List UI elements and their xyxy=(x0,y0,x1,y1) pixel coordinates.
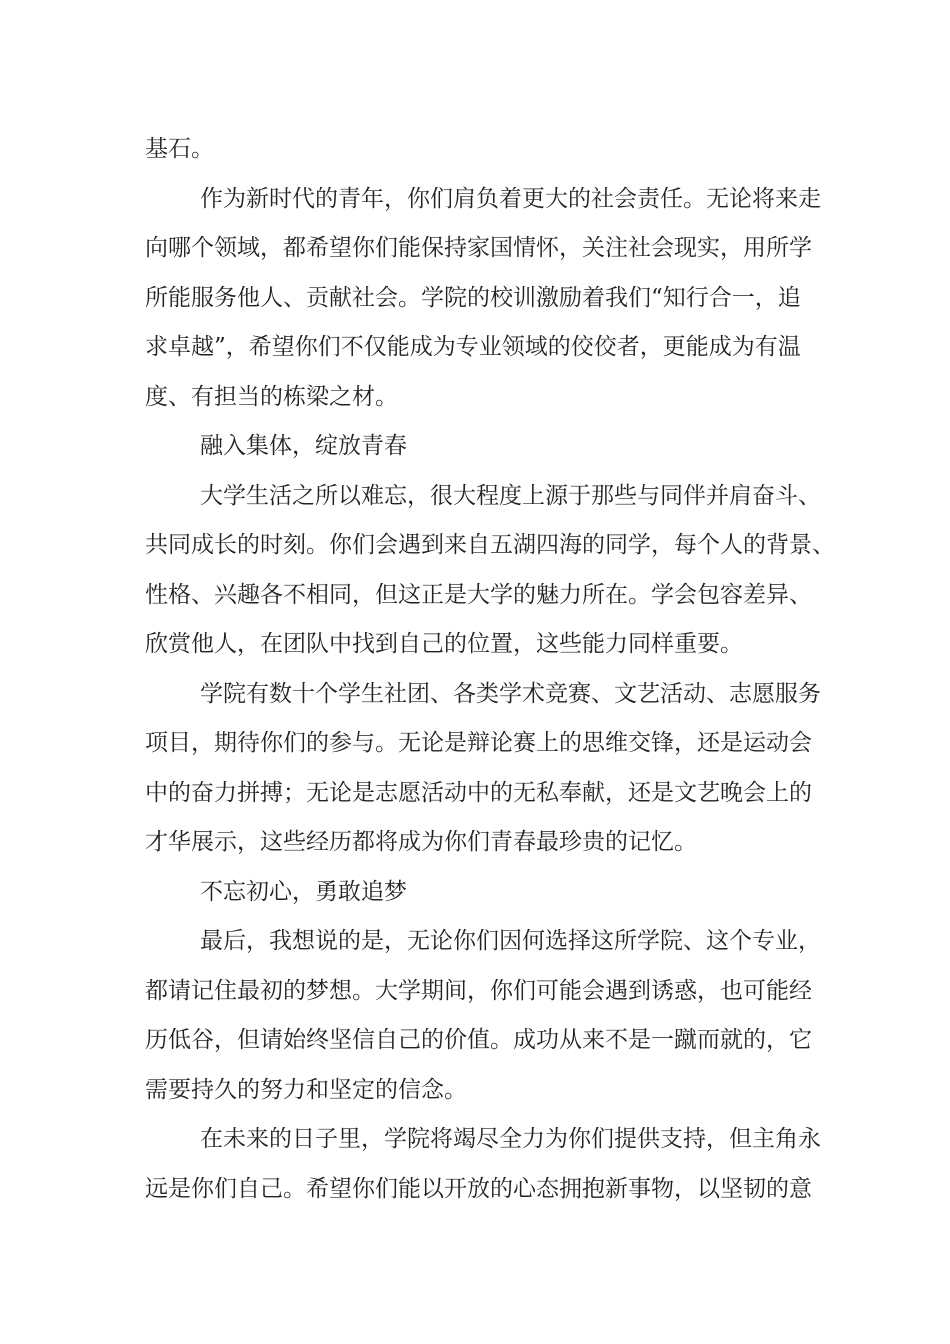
text-line: 求卓越”，希望你们不仅能成为专业领域的佼佼者，更能成为有温 xyxy=(145,334,801,360)
text-line: 最后，我想说的是，无论你们因何选择这所学院、这个专业， xyxy=(200,928,821,954)
text-line: 在未来的日子里，学院将竭尽全力为你们提供支持，但主角永 xyxy=(200,1126,821,1152)
text-line: 学院有数十个学生社团、各类学术竞赛、文艺活动、志愿服务 xyxy=(200,680,821,707)
body-text xyxy=(145,125,835,1214)
text-line: 作为新时代的青年，你们肩负着更大的社会责任。无论将来走 xyxy=(200,185,821,212)
text-line: 共同成长的时刻。你们会遇到来自五湖四海的同学，每个人的背景、 xyxy=(145,532,835,558)
section-heading: 不忘初心，勇敢追梦 xyxy=(200,878,407,905)
text-line: 中的奋力拼搏；无论是志愿活动中的无私奉献，还是文艺晚会上的 xyxy=(145,779,812,806)
text-line: 都请记住最初的梦想。大学期间，你们可能会遇到诱惑，也可能经 xyxy=(145,977,812,1004)
text-line: 欣赏他人，在团队中找到自己的位置，这些能力同样重要。 xyxy=(145,631,743,657)
text-line: 历低谷，但请始终坚信自己的价值。成功从来不是一蹴而就的，它 xyxy=(145,1027,812,1053)
text-line: 需要持久的努力和坚定的信念。 xyxy=(145,1076,467,1103)
text-line: 向哪个领域，都希望你们能保持家国情怀，关注社会现实，用所学 xyxy=(145,235,812,261)
text-line: 大学生活之所以难忘，很大程度上源于那些与同伴并肩奋斗、 xyxy=(200,482,821,509)
text-line: 远是你们自己。希望你们能以开放的心态拥抱新事物，以坚韧的意 xyxy=(145,1175,812,1202)
text-line: 才华展示，这些经历都将成为你们青春最珍贵的记忆。 xyxy=(145,829,697,855)
text-line: 性格、兴趣各不相同，但这正是大学的魅力所在。学会包容差异、 xyxy=(145,581,812,608)
text-line: 基石。 xyxy=(145,136,214,162)
text-line: 度、有担当的栋梁之材。 xyxy=(145,383,398,410)
text-line: 所能服务他人、贡献社会。学院的校训激励着我们“知行合一，追 xyxy=(145,284,801,311)
section-heading: 融入集体，绽放青春 xyxy=(200,433,407,459)
text-line: 项目，期待你们的参与。无论是辩论赛上的思维交锋，还是运动会 xyxy=(145,730,812,756)
